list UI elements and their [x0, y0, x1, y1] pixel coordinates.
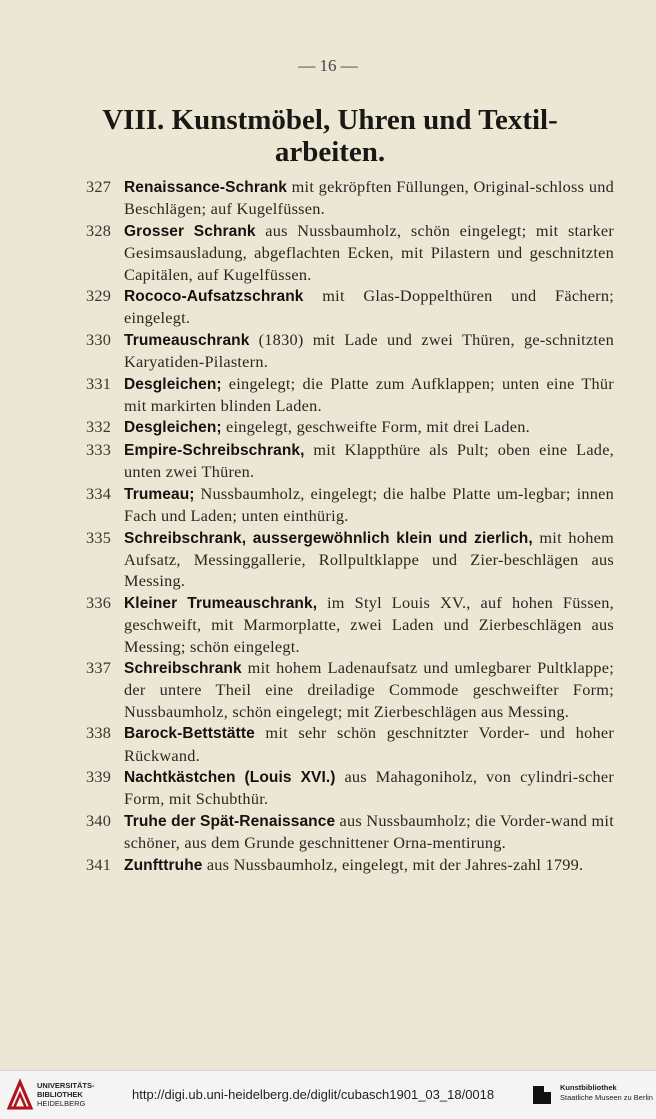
catalogue-entry: [86, 416, 614, 438]
entry-term: Desgleichen;: [124, 419, 222, 437]
entry-text: aus Nussbaumholz, schön eingelegt; mit starker Gesimsausladung, abgeflachten Ecken, mit Pilastern und geschnitzten Capitälen, auf Kugelfüssen.: [124, 220, 614, 284]
catalogue-entry: [86, 329, 614, 373]
section-heading-line-1: VIII. Kunstmöbel, Uhren und Textil-: [102, 104, 558, 136]
catalogue-entry: [86, 176, 614, 220]
entry-number: 341: [86, 854, 112, 874]
entry-text: eingelegt, geschweifte Form, mit drei Laden.: [226, 417, 530, 437]
entry-term: Zunfttruhe: [124, 856, 203, 874]
catalogue-entry: [86, 810, 614, 854]
library-name-line-1: UNIVERSITÄTS-: [37, 1081, 95, 1090]
kunstbibliothek-line-2: Staatliche Museen zu Berlin: [560, 1093, 653, 1102]
entry-text: mit sehr schön geschnitzter Vorder- und hoher Rückwand.: [124, 723, 614, 765]
entry-text: mit hohem Ladenaufsatz und umlegbarer Pultklappe; der untere Theil eine dreiladige Commode geschweifter Form; Nussbaumholz, schön eingelegt; mit Zierbeschlägen aus Messing.: [124, 657, 614, 721]
library-name-line-3: HEIDELBERG: [37, 1099, 86, 1108]
source-url-link[interactable]: http://digi.ub.uni-heidelberg.de/diglit/cubasch1901_03_18/0018: [132, 1087, 495, 1102]
entry-number: 340: [86, 810, 112, 830]
entry-term: Grosser Schrank: [124, 222, 256, 240]
entry-term: Trumeauschrank: [124, 331, 250, 349]
kunstbibliothek-logo-icon: [530, 1083, 554, 1107]
entry-term: Schreibschrank, aussergewöhnlich klein und zierlich,: [124, 529, 533, 547]
entry-number: 334: [86, 483, 112, 503]
catalogue-entry: [86, 439, 614, 483]
entry-number: 339: [86, 766, 112, 786]
entry-text: aus Nussbaumholz; die Vorder-wand mit schöner, aus dem Grunde geschnittener Orna-mentirung.: [124, 810, 614, 853]
entry-term: Nachtkästchen (Louis XVI.): [124, 768, 336, 786]
catalogue-entry: [86, 373, 614, 417]
entry-term: Desgleichen;: [124, 375, 222, 393]
entry-term: Barock-Bettstätte: [124, 725, 255, 743]
entry-text: mit hohem Aufsatz, Messinggallerie, Rollpultklappe und Zier-beschlägen aus Messing.: [124, 527, 614, 591]
entry-number: 331: [86, 373, 112, 393]
catalogue-entry: [86, 592, 614, 657]
entry-number: 327: [86, 177, 112, 196]
entry-text: mit Klappthüre als Pult; oben eine Lade, unten zwei Thüren.: [124, 439, 614, 482]
page-number: — 16 —: [298, 56, 358, 75]
section-heading-line-2: arbeiten.: [274, 136, 386, 168]
entry-text: mit gekröpften Füllungen, Original-schloss und Beschlägen; auf Kugelfüssen.: [124, 177, 614, 219]
entry-number: 332: [86, 417, 112, 437]
library-name-line-2: BIBLIOTHEK: [37, 1090, 83, 1099]
entry-term: Renaissance-Schrank: [124, 179, 288, 196]
section-heading: [80, 104, 580, 168]
entry-text: mit Glas-Doppelthüren und Fächern; eingelegt.: [124, 286, 615, 328]
catalogue-entry: [86, 527, 614, 592]
entry-term: Schreibschrank: [124, 659, 242, 677]
entry-number: 336: [86, 592, 112, 612]
footer-bar: [0, 1070, 656, 1119]
catalogue-entries: [86, 176, 614, 876]
catalogue-entry: [86, 657, 614, 722]
entry-number: 329: [86, 286, 112, 306]
entry-number: 328: [86, 220, 112, 240]
entry-text: eingelegt; die Platte zum Aufklappen; unten eine Thür mit markirten blinden Laden.: [124, 373, 614, 416]
entry-text: Nussbaumholz, eingelegt; die halbe Platte um-legbar; innen Fach und Laden; unten einthürig.: [124, 483, 614, 526]
entry-text: (1830) mit Lade und zwei Thüren, ge-schnitzten Karyatiden-Pilastern.: [124, 329, 614, 372]
entry-number: 337: [86, 657, 112, 677]
entry-term: Empire-Schreibschrank,: [124, 441, 305, 459]
kunstbibliothek-line-1: Kunstbibliothek: [560, 1083, 617, 1092]
university-library-name: [37, 1081, 95, 1108]
catalogue-entry: [86, 722, 614, 766]
catalogue-entry: [86, 854, 614, 876]
entry-text: im Styl Louis XV., auf hohen Füssen, geschweift, mit Marmorplatte, zwei Laden und Zierbeschlägen aus Messing; schön eingelegt.: [124, 592, 614, 656]
entry-term: Rococo-Aufsatzschrank: [124, 288, 304, 306]
entry-number: 330: [86, 329, 112, 349]
catalogue-entry: [86, 766, 614, 810]
entry-number: 338: [86, 723, 112, 743]
catalogue-entry: [86, 220, 614, 285]
catalogue-entry: [86, 285, 614, 329]
university-library-logo-icon: [6, 1078, 34, 1110]
entry-number: 335: [86, 527, 112, 547]
entry-term: Truhe der Spät-Renaissance: [124, 812, 336, 830]
entry-term: Trumeau;: [124, 485, 195, 503]
entry-term: Kleiner Trumeauschrank,: [124, 594, 318, 612]
kunstbibliothek-name: [560, 1083, 653, 1103]
catalogue-entry: [86, 483, 614, 527]
entry-text: aus Mahagoniholz, von cylindri-scher Form, mit Schubthür.: [124, 766, 614, 809]
entry-number: 333: [86, 439, 112, 459]
entry-text: aus Nussbaumholz, eingelegt, mit der Jahres-zahl 1799.: [206, 854, 584, 874]
